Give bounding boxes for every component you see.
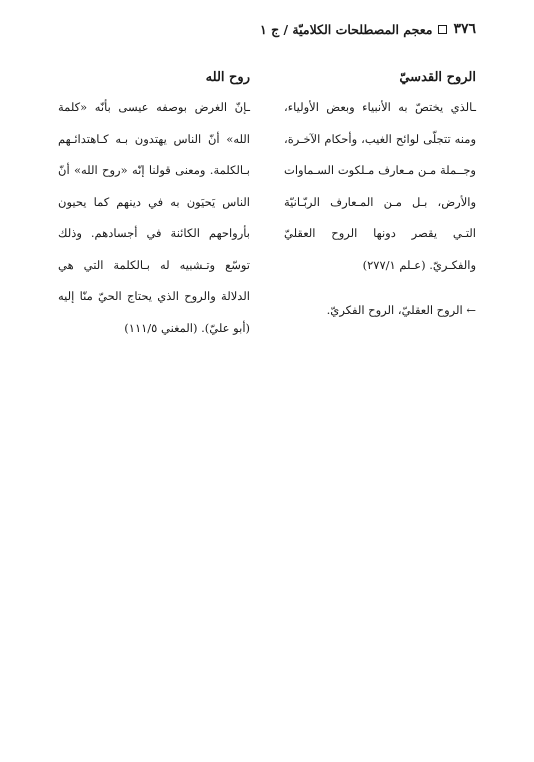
page-number: ٣٧٦ — [453, 21, 476, 37]
entry-body: ـالذي يختصّ به الأنبياء وبعض الأولياء، ومنه تتجلّى لوائح الغيب، وأحكام الآخـرة، وجــملة مـن مـعارف مـلكوت السـماوات والأرض، بـل مـن المـعارف الربّـانيّة التـي يقصر دونها الروح العقليّ والفكـريّ. (عـلم ٢٧٧/١) — [284, 100, 476, 272]
see-also-reference: ← الروح العقليّ، الروح الفكريّ. — [326, 303, 476, 317]
running-title: معجم المصطلحات الكلاميّة / ج ١ — [260, 21, 433, 37]
entry-body: ـإنّ الغرض بوصفه عيسى بأنّه «كلمة الله» أنّ الناس يهتدون بـه كـاهتدائـهم بـالكلمة. ومعنى قولنا إنّه «روح الله» أنّ الناس يَحيَون به في دينهم كما يحيون بأرواحهم الكائنة في أجسادهم. وذلك توسّع وتـشبيه له بـالكلمة التي هي الدلالة والروح الذي يحتاج الحيّ منّا إليه (أبو عليّ). (المغني ١١١/٥) — [58, 100, 250, 335]
entry-column-left — [58, 68, 250, 344]
entry-title: روح الله — [205, 70, 250, 85]
entry-title: الروح القدسيّ — [399, 70, 476, 85]
entry-column-right — [284, 68, 476, 327]
running-header — [58, 18, 476, 40]
square-bullet-icon — [438, 25, 447, 34]
